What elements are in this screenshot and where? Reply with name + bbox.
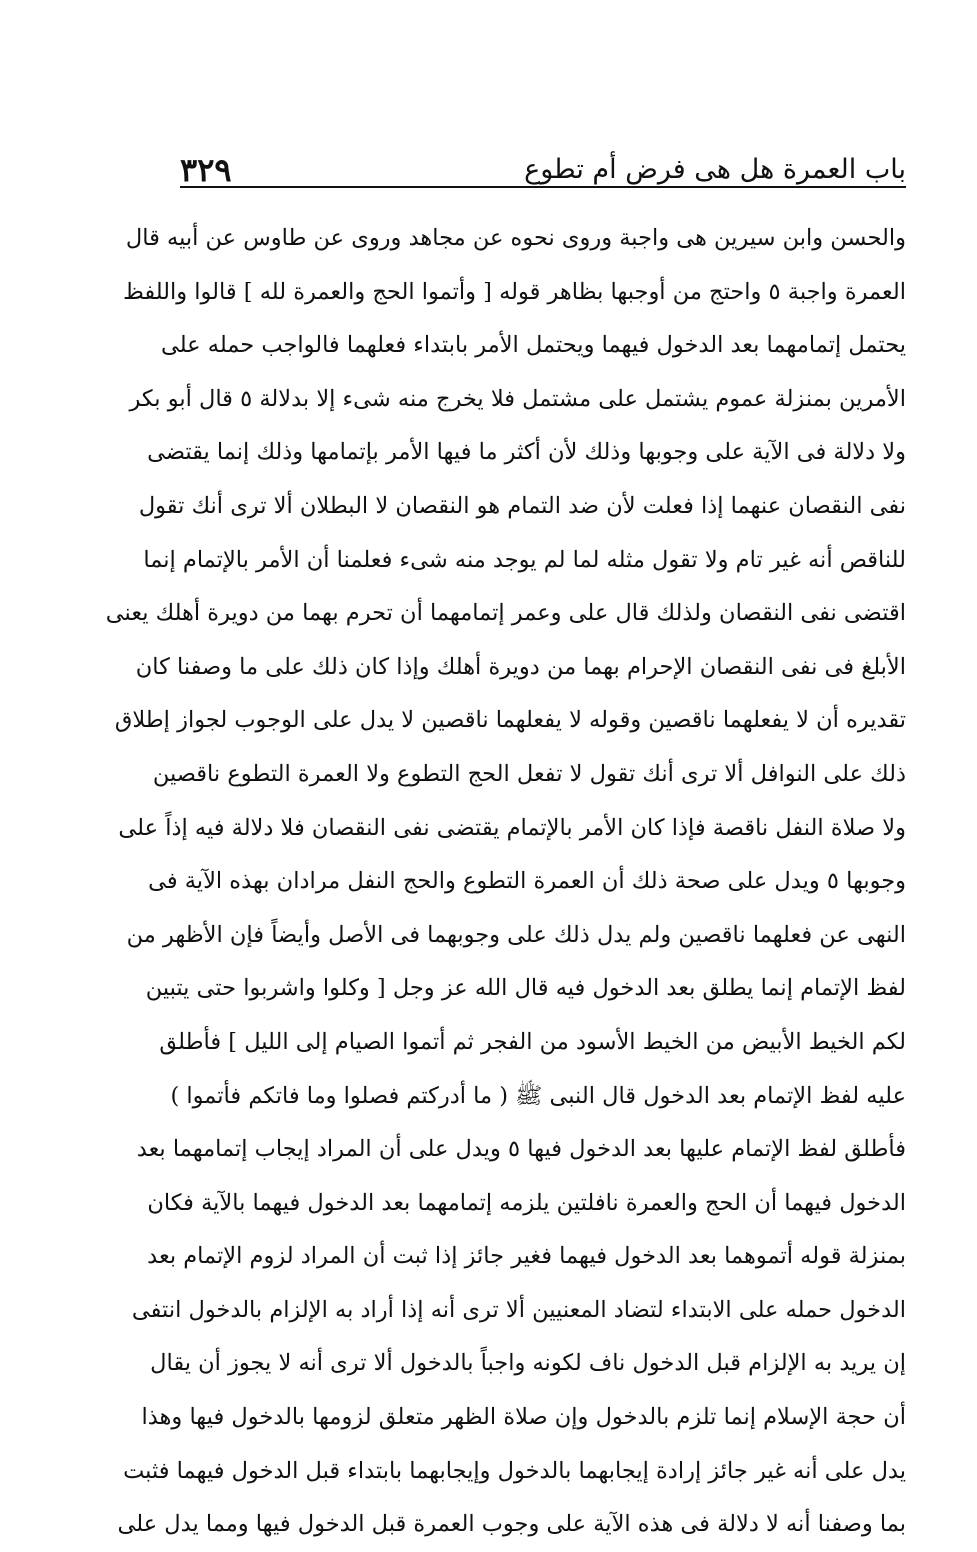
text-line: أن حجة الإسلام إنما تلزم بالدخول وإن صلاة الظهر متعلق لزومها بالدخول فيها وهذا: [141, 1404, 906, 1431]
text-line: عليه لفظ الإتمام بعد الدخول قال النبى ﷺ ( ما أدركتم فصلوا وما فاتكم فأتموا ): [170, 1082, 906, 1109]
text-line: بمنزلة قوله أتموهما بعد الدخول فيهما فغير جائز إذا ثبت أن المراد لزوم الإتمام بعد: [147, 1243, 906, 1270]
text-line: النهى عن فعلهما ناقصين ولم يدل ذلك على وجوبهما فى الأصل وأيضاً فإن الأظهر من: [126, 921, 906, 948]
text-line: بما وصفنا أنه لا دلالة فى هذه الآية على وجوب العمرة قبل الدخول فيها ومما يدل على: [117, 1511, 906, 1538]
text-line: والحسن وابن سيرين هى واجبة وروى نحوه عن مجاهد وروى عن طاوس عن أبيه قال: [125, 225, 906, 251]
text-line: تقديره أن لا يفعلهما ناقصين وقوله لا يفعلهما ناقصين لا يدل على الوجوب لجواز إطلاق: [114, 707, 906, 734]
text-line: الأبلغ فى نفى النقصان الإحرام بهما من دويرة أهلك وإذا كان ذلك على ما وصفنا كان: [135, 653, 906, 680]
text-line: لفظ الإتمام إنما يطلق بعد الدخول فيه قال الله عز وجل [ وكلوا واشربوا حتى يتبين: [145, 975, 906, 1002]
text-line: ولا دلالة فى الآية على وجوبها وذلك لأن أكثر ما فيها الأمر بإتمامها وذلك إنما يقتضى: [147, 439, 906, 466]
text-line: يحتمل إتمامهما بعد الدخول فيهما ويحتمل الأمر بابتداء فعلهما فالواجب حمله على: [160, 332, 906, 359]
text-line: الدخول حمله على الابتداء لتضاد المعنيين ألا ترى أنه إذا أراد به الإلزام بالدخول انتفى: [131, 1296, 906, 1323]
text-line: نفى النقصان عنهما إذا فعلت لأن ضد التمام هو النقصان لا البطلان ألا ترى أنك تقول: [138, 492, 906, 519]
text-line: الأمرين بمنزلة عموم يشتمل على مشتمل فلا يخرج منه شىء إلا بدلالة ٥ قال أبو بكر: [129, 385, 906, 412]
text-line: اقتضى نفى النقصان ولذلك قال على وعمر إتمامهما أن تحرم بهما من دويرة أهلك يعنى: [105, 600, 906, 627]
text-line: إن يريد به الإلزام قبل الدخول ناف لكونه واجباً بالدخول ألا ترى أنه لا يجوز أن يقال: [150, 1350, 906, 1377]
body-text: [105, 212, 906, 1552]
text-line: لكم الخيط الأبيض من الخيط الأسود من الفجر ثم أتموا الصيام إلى الليل ] فأطلق: [159, 1028, 906, 1055]
text-line: الدخول فيهما أن الحج والعمرة نافلتين يلزمه إتمامهما بعد الدخول فيهما بالآية فكان: [147, 1189, 906, 1216]
text-line: ذلك على النوافل ألا ترى أنك تقول لا تفعل الحج التطوع ولا العمرة التطوع ناقصين: [152, 760, 906, 787]
running-head: [180, 150, 906, 190]
text-line: للناقص أنه غير تام ولا تقول مثله لما لم يوجد منه شىء فعلمنا أن الأمر بالإتمام إنما: [143, 546, 906, 573]
chapter-title: باب العمرة هل هى فرض أم تطوع: [524, 154, 906, 185]
text-line: العمرة واجبة ٥ واحتج من أوجبها بظاهر قوله [ وأتموا الحج والعمرة لله ] قالوا واللفظ: [122, 278, 906, 305]
text-line: وجوبها ٥ ويدل على صحة ذلك أن العمرة التطوع والحج النفل مرادان بهذه الآية فى: [148, 868, 906, 895]
header-rule: [180, 186, 906, 188]
page-number: ٣٢٩: [180, 151, 232, 189]
text-line: يدل على أنه غير جائز إرادة إيجابهما بالدخول وإيجابهما بابتداء قبل الدخول فيهما فثبت: [123, 1457, 906, 1484]
text-line: فأطلق لفظ الإتمام عليها بعد الدخول فيها ٥ ويدل على أن المراد إيجاب إتمامهما بعد: [136, 1136, 906, 1163]
text-line: ولا صلاة النفل ناقصة فإذا كان الأمر بالإتمام يقتضى نفى النقصان فلا دلالة فيه إذاً على: [118, 814, 906, 841]
